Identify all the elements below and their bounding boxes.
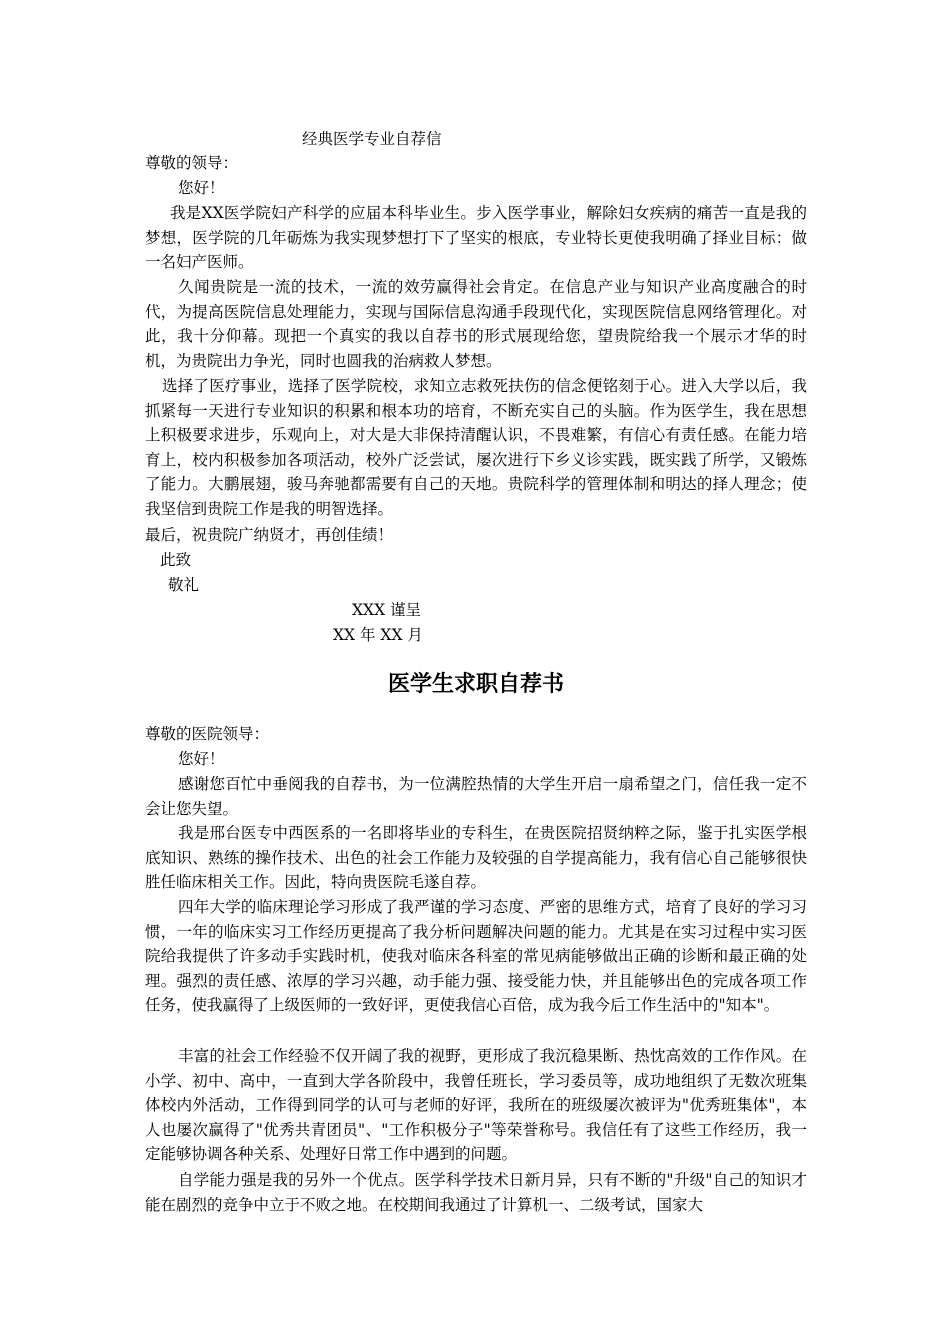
letter1-paragraph-3: 选择了医疗事业，选择了医学院校，求知立志救死扶伤的信念便铭刻于心。进入大学以后，我抓紧每一天进行专业知识的积累和根本功的培育，不断充实自己的头脑。作为医学生，我在思想上积极要求进步，乐观向上，对大是大非保持清醒认识，不畏难繁，有信心有责任感。在能力培育上，校内积极参加各项活动，校外广泛尝试，屡次进行下乡义诊实践，既实践了所学，又锻炼了能力。大鹏展翅，骏马奔驰都需要有自己的天地。贵院科学的管理体制和明达的择人理念；使我坚信到贵院工作是我的明智选择。 [145, 377, 807, 518]
letter1-regards-1: 此致 [160, 551, 192, 569]
letter2-paragraph-4: 丰富的社会工作经验不仅开阔了我的视野，更形成了我沉稳果断、热忱高效的工作作风。在小学、初中、高中，一直到大学各阶段中，我曾任班长，学习委员等，成功地组织了无数次班集体校内外活动，工作得到同学的认可与老师的好评，我所在的班级屡次被评为"优秀班集体"，本人也屡次赢得了"优秀共青团员"、"工作积极分子"等荣誉称号。我信任有了这些工作经历，我一定能够协调各种关系、处理好日常工作中遇到的问题。 [145, 1047, 807, 1164]
letter1-greeting: 您好！ [178, 179, 225, 197]
letter1-salutation: 尊敬的领导： [145, 154, 239, 172]
letter2-paragraph-2: 我是邢台医专中西医系的一名即将毕业的专科生，在贵医院招贤纳粹之际，鉴于扎实医学根底知识、熟练的操作技术、出色的社会工作能力及较强的自学提高能力，我有信心自己能够很快胜任临床相关工作。因此，特向贵医院毛遂自荐。 [145, 824, 807, 892]
letter1-regards-2: 敬礼 [168, 576, 200, 594]
letter1-closing: 最后，祝贵院广纳贤才，再创佳绩！ [145, 526, 394, 544]
letter2-paragraph-3: 四年大学的临床理论学习形成了我严谨的学习态度、严密的思维方式，培育了良好的学习习惯，一年的临床实习工作经历更提高了我分析问题解决问题的能力。尤其是在实习过程中实习医院给我提供了许多动手实践时机，使我对临床各科室的常见病能够做出正确的诊断和最正确的处理。强烈的责任感、浓厚的学习兴趣，动手能力强、接受能力快，并且能够出色的完成各项工作任务，使我赢得了上级医师的一致好评，更使我信心百倍，成为我今后工作生活中的"知本"。 [145, 898, 807, 1015]
letter2-greeting: 您好！ [178, 750, 225, 768]
letter2-paragraph-5: 自学能力强是我的另外一个优点。医学科学技术日新月异，只有不断的"升级"自己的知识才能在剧烈的竞争中立于不败之地。在校期间我通过了计算机一、二级考试，国家大 [145, 1171, 807, 1214]
letter2-salutation: 尊敬的医院领导： [145, 725, 270, 743]
letter2-title: 医学生求职自荐书 [387, 672, 564, 697]
letter1-title: 经典医学专业自荐信 [302, 130, 442, 148]
letter1-paragraph-1: 我是XX医学院妇产科学的应届本科毕业生。步入医学事业，解除妇女疾病的痛苦一直是我的梦想，医学院的几年砺炼为我实现梦想打下了坚实的根底，专业特长更使我明确了择业目标：做一名妇产医师。 [145, 204, 807, 272]
letter1-date: XX 年 XX 月 [333, 626, 423, 644]
letter1-paragraph-2: 久闻贵院是一流的技术，一流的效劳赢得社会肯定。在信息产业与知识产业高度融合的时代，为提高医院信息处理能力，实现与国际信息沟通手段现代化，实现医院信息网络管理化。对此，我十分仰幕。现把一个真实的我以自荐书的形式展现给您，望贵院给我一个展示才华的时机，为贵院出力争光，同时也圆我的治病救人梦想。 [145, 278, 807, 370]
letter2-paragraph-1: 感谢您百忙中垂阅我的自荐书，为一位满腔热情的大学生开启一扇希望之门，信任我一定不会让您失望。 [145, 775, 807, 818]
letter1-signature: XXX 谨呈 [352, 601, 422, 619]
